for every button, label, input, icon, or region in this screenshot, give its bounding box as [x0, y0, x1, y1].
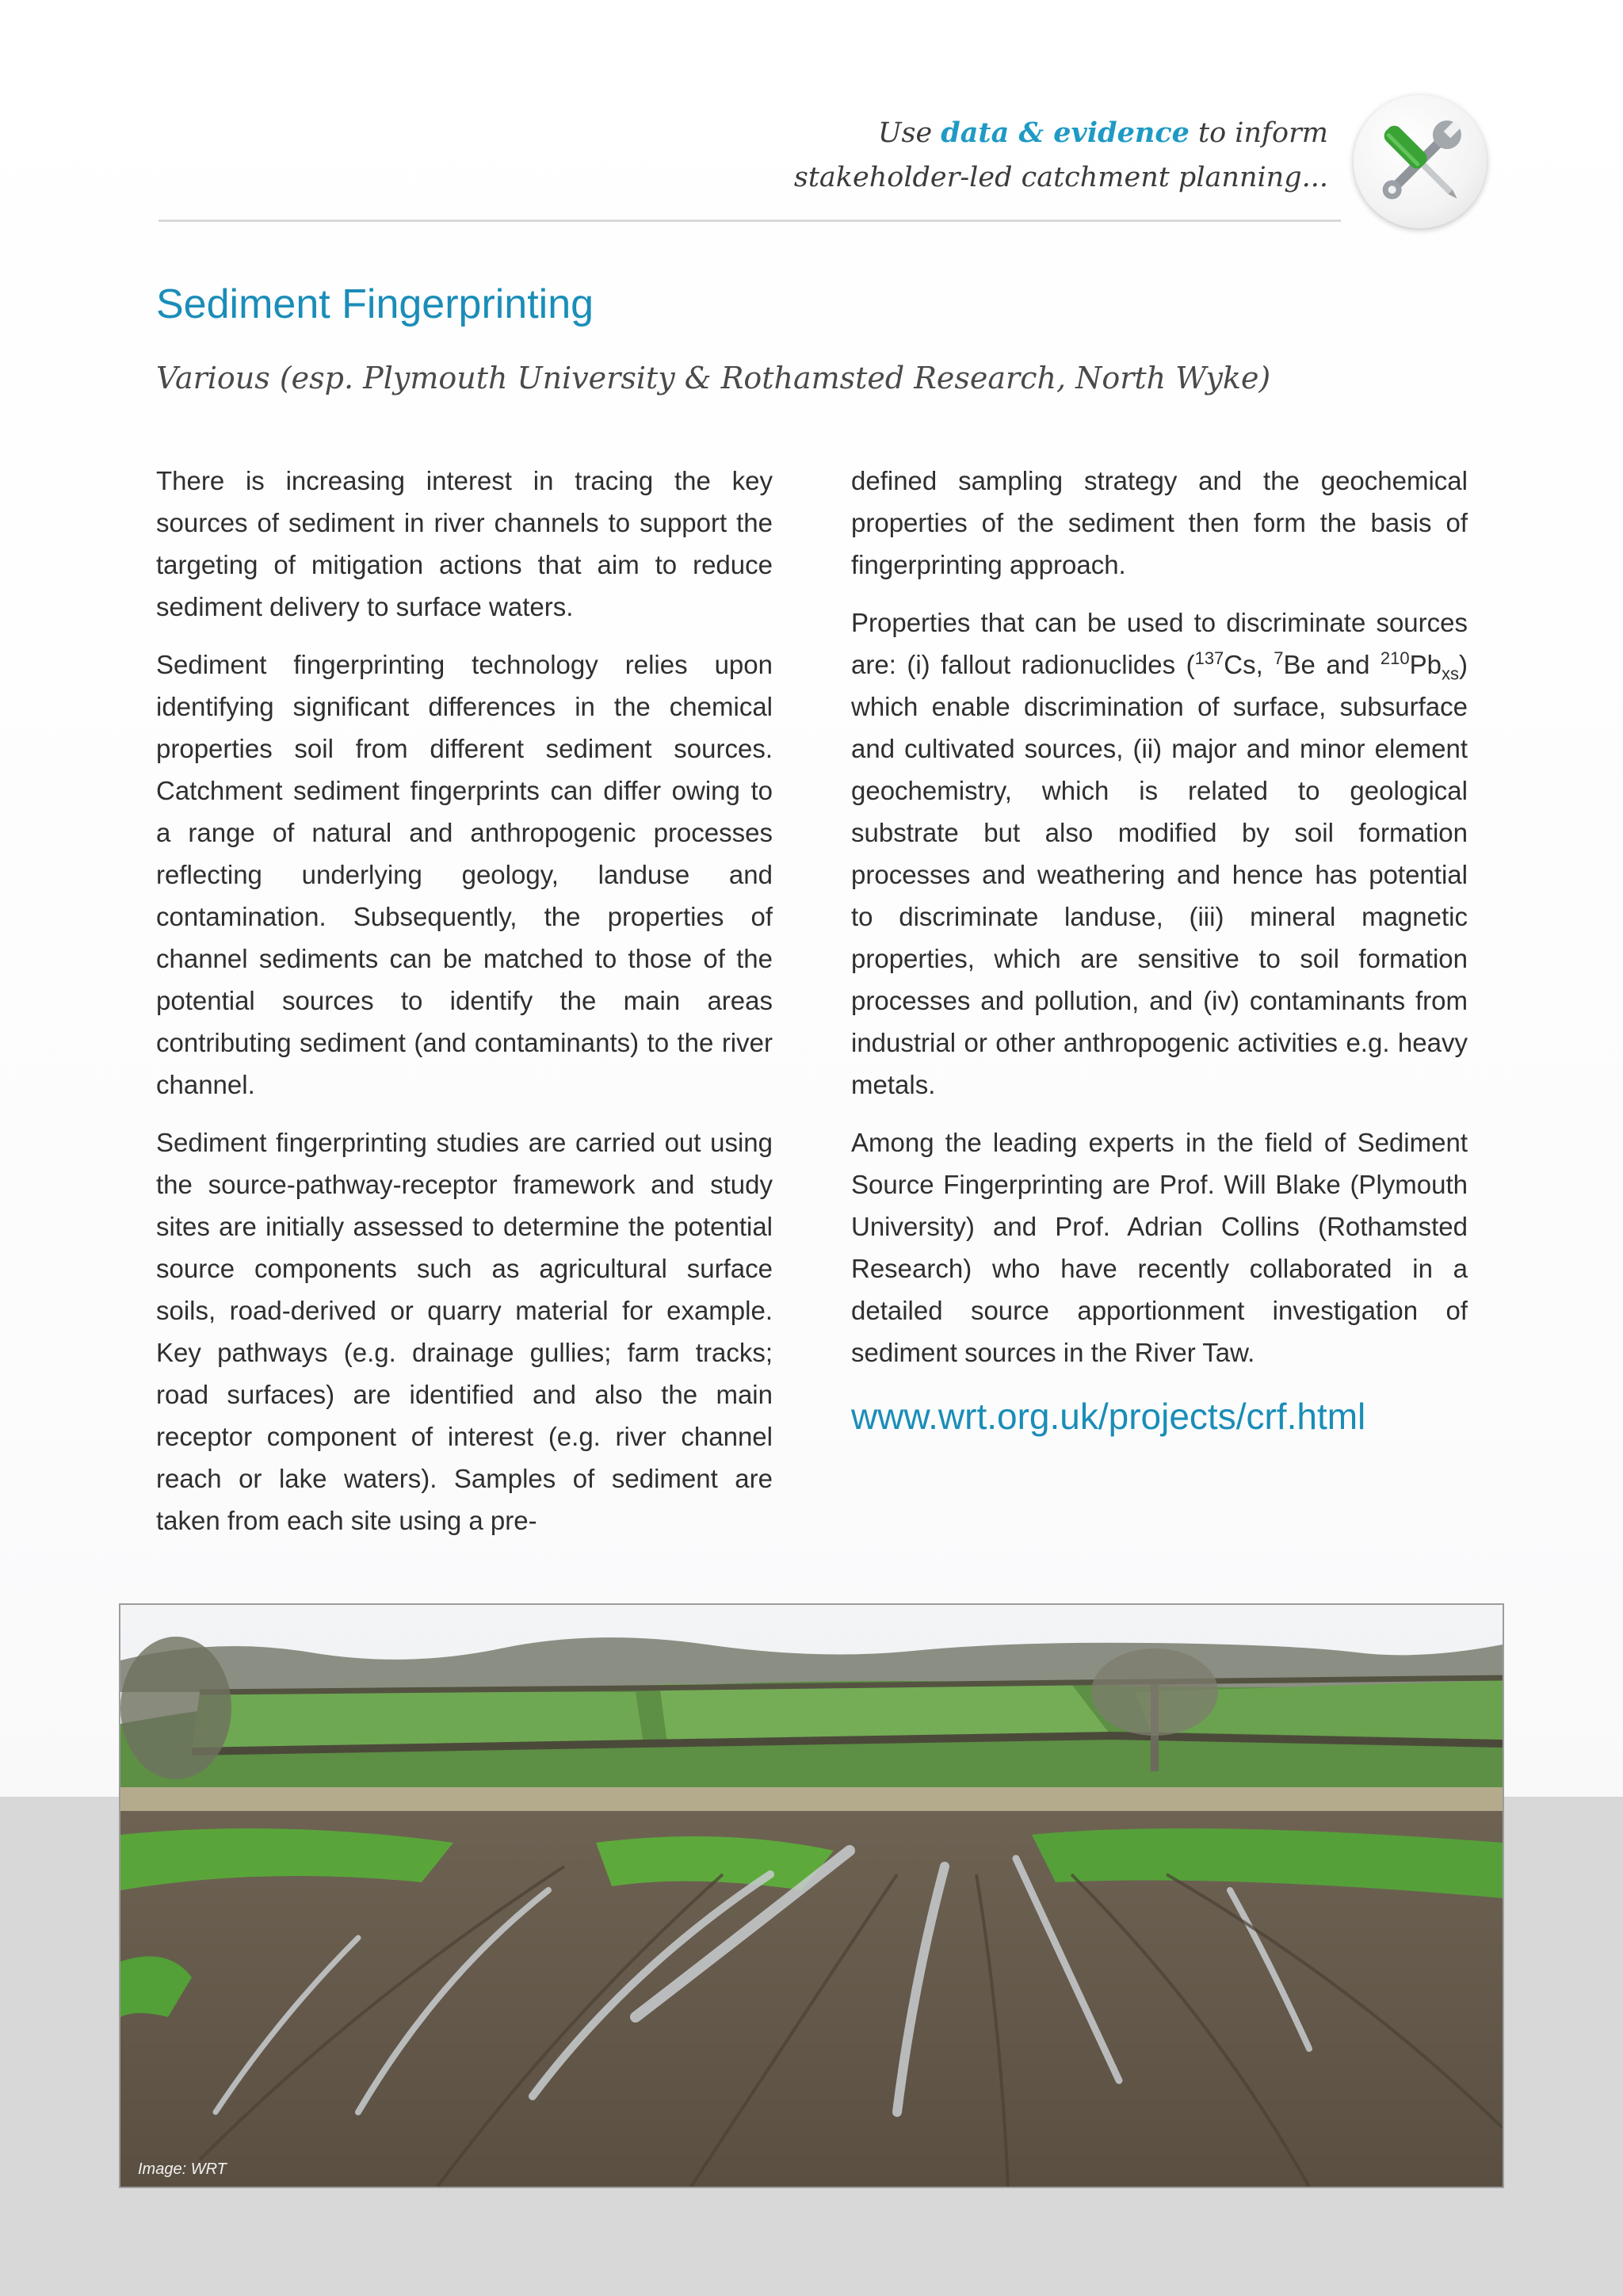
- header-tagline: [794, 111, 1328, 200]
- photo-credit: Image: WRT: [138, 2160, 227, 2178]
- field-photo: [119, 1603, 1504, 2188]
- left-paragraph-2: Sediment fingerprinting technology relies upon identifying significant differences in the chemical properties soil from different sediment sources. Catchment sediment fingerprints can differ owing to a range of natural and anthropogenic processes reflecting underlying geology, landuse and contamination. Subsequently, the properties of channel sediments can be matched to those of the potential sources to identify the main areas contributing sediment (and contaminants) to the river channel.: [156, 650, 773, 1099]
- cs-isotope: 137: [1194, 648, 1224, 668]
- tools-icon: [1354, 95, 1487, 228]
- page-subtitle: Various (esp. Plymouth University & Rothamsted Research, North Wyke): [156, 361, 1271, 395]
- p2-body: ) which enable discrimination of surface, subsurface and cultivated sources, (ii) major and minor element geochemistry, which is related to geological substrate but also modified by soil formation processes and weathering and hence has potential to discriminate landuse, (iii) mineral magnetic properties, which are sensitive to soil formation processes and pollution, and (iv) contaminants from industrial or other anthropogenic activities e.g. heavy metals.: [851, 650, 1468, 1099]
- left-paragraph-1: There is increasing interest in tracing the key sources of sediment in river channels to support the targeting of mitigation actions that aim to reduce sediment delivery to surface waters.: [156, 466, 773, 621]
- tagline-line-2: stakeholder-led catchment planning...: [793, 162, 1328, 193]
- right-column: [851, 460, 1468, 1440]
- project-link[interactable]: www.wrt.org.uk/projects/crf.html: [851, 1396, 1366, 1437]
- be-symbol: Be and: [1283, 650, 1381, 679]
- header-divider: [158, 220, 1341, 222]
- left-column: [156, 460, 773, 1557]
- tagline-highlight: data & evidence: [941, 117, 1190, 149]
- cs-symbol: Cs,: [1224, 650, 1274, 679]
- page-title: Sediment Fingerprinting: [156, 281, 594, 327]
- right-paragraph-1: defined sampling strategy and the geochemical properties of the sediment then form the basis of fingerprinting approach.: [851, 466, 1468, 579]
- right-paragraph-3: Among the leading experts in the field of Sediment Source Fingerprinting are Prof. Will Blake (Plymouth University) and Prof. Adrian Collins (Rothamsted Research) who have recently collaborated in a detailed source apportionment investigation of sediment sources in the River Taw.: [851, 1128, 1468, 1367]
- pb-symbol: Pb: [1409, 650, 1442, 679]
- pb-subscript: xs: [1442, 663, 1459, 684]
- right-paragraph-2: [851, 602, 1468, 1106]
- tagline-pre: Use: [877, 117, 941, 149]
- p2-intro: Properties that can be used to discriminate sources are: (i) fallout radionuclides (: [851, 608, 1468, 679]
- tagline-line-1: [794, 111, 1328, 155]
- be-isotope: 7: [1274, 648, 1284, 668]
- tagline-post: to inform: [1189, 117, 1328, 149]
- left-paragraph-3: Sediment fingerprinting studies are carried out using the source-pathway-receptor framework and study sites are initially assessed to determine the potential source components such as agricultural surface soils, road-derived or quarry material for example. Key pathways (e.g. drainage gullies; farm tracks; road surfaces) are identified and also the main receptor component of interest (e.g. river channel reach or lake waters). Samples of sediment are taken from each site using a pre-: [156, 1128, 773, 1535]
- pb-isotope: 210: [1380, 648, 1410, 668]
